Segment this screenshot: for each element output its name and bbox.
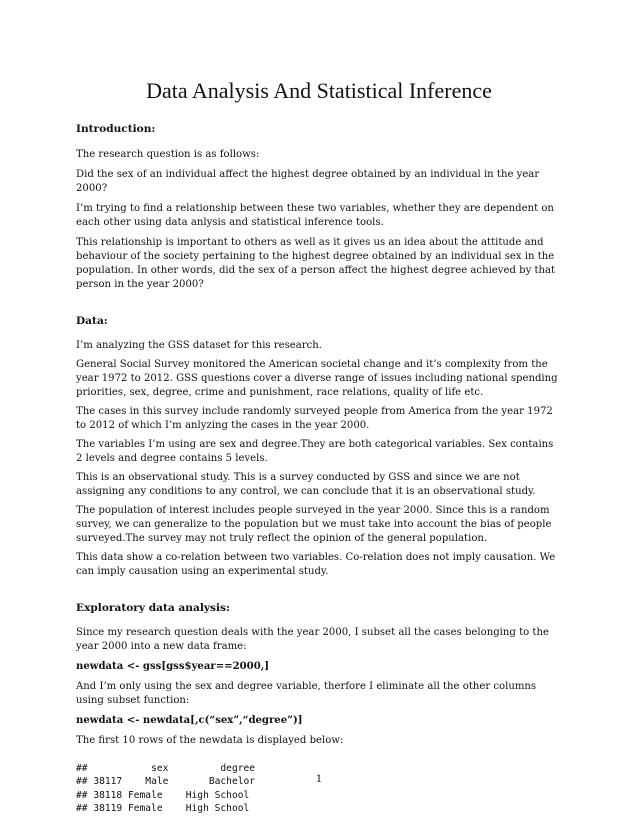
intro-paragraph-4: This relationship is important to others as well as it gives us an idea about the attitude and behaviour of the society pertaining to the highest degree obtained by an individual sex in the population. In other words, did the sex of a person affect the highest degree achieved by that person in the year 2000?	[76, 237, 556, 290]
intro-paragraph-3: I’m trying to find a relationship between these two variables, whether they are dependent on each other using data anlysis and statistical inference tools.	[76, 203, 554, 228]
document-body	[76, 122, 562, 816]
data-paragraph-4: The variables I’m using are sex and degree.They are both categorical variables. Sex contains 2 levels and degree contains 5 levels.	[76, 439, 554, 464]
data-paragraph-5: This is an observational study. This is a survey conducted by GSS and since we are not assigning any conditions to any control, we can conclude that it is an observational study.	[76, 472, 536, 497]
intro-paragraph-2: Did the sex of an individual affect the highest degree obtained by an individual in the year 2000?	[76, 169, 540, 194]
data-paragraph-3: The cases in this survey include randomly surveyed people from America from the year 1972 to 2012 of which I’m anlyzing the cases in the year 2000.	[76, 406, 553, 431]
r-output-block: ## sex degree ## 38117 Male Bachelor ## 38118 Female High School ## 38119 Female High School	[76, 763, 256, 815]
intro-paragraph-1: The research question is as follows:	[76, 149, 260, 160]
eda-paragraph-2: And I’m only using the sex and degree variable, therfore I eliminate all the other columns using subset function:	[76, 681, 537, 706]
eda-paragraph-1: Since my research question deals with the year 2000, I subset all the cases belonging to the year 2000 into a new data frame:	[76, 627, 549, 652]
data-paragraph-6: The population of interest includes people surveyed in the year 2000. Since this is a random survey, we can generalize to the population but we must take into account the bias of people surveyed.The survey may not truly reflect the opinion of the general population.	[76, 505, 552, 544]
eda-heading: Exploratory data analysis:	[76, 602, 230, 614]
eda-paragraph-3: The first 10 rows of the newdata is displayed below:	[76, 735, 344, 746]
document-title: Data Analysis And Statistical Inference	[146, 78, 492, 103]
code-subset-year: newdata <- gss[gss$year==2000,]	[76, 661, 270, 672]
intro-heading: Introduction:	[76, 123, 156, 135]
code-subset-columns: newdata <- newdata[,c(“sex”,“degree”)]	[76, 715, 303, 726]
data-paragraph-7: This data show a co-relation between two variables. Co-relation does not imply causation. We can imply causation using an experimental study.	[76, 552, 556, 577]
page-number: 1	[315, 774, 323, 785]
data-paragraph-2: General Social Survey monitored the American societal change and it’s complexity from the year 1972 to 2012. GSS questions cover a diverse range of issues including national spending priorities, sex, degree, crime and punishment, race relations, quality of life etc.	[76, 359, 558, 398]
data-paragraph-1: I’m analyzing the GSS dataset for this research.	[76, 340, 322, 351]
data-heading: Data:	[76, 315, 108, 327]
